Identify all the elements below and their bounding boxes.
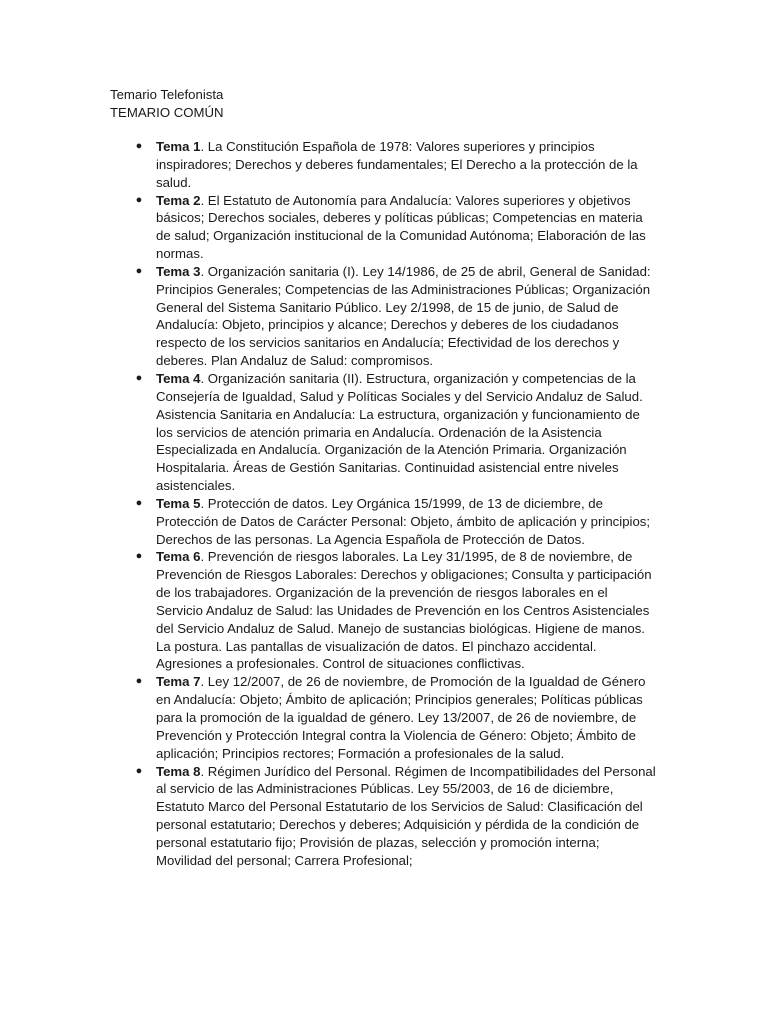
bullet-icon: ● xyxy=(135,371,143,384)
topic-label: Tema 7 xyxy=(156,674,201,690)
document-title: Temario Telefonista xyxy=(110,87,224,102)
bullet-icon: ● xyxy=(135,496,143,509)
topic-label: Tema 2 xyxy=(156,192,201,208)
topic-label: Tema 3 xyxy=(156,263,201,279)
document-subtitle: TEMARIO COMÚN xyxy=(110,105,224,120)
topic-label: Tema 4 xyxy=(156,370,201,386)
list-item xyxy=(134,495,658,549)
list-item xyxy=(134,370,658,495)
topic-text: . Protección de datos. Ley Orgánica 15/1999, de 13 de diciembre, de Protección de Datos de Carácter Personal: Objeto, ámbito de aplicación y principios; Derechos de las personas. La Agencia Española de Protección de Datos. xyxy=(156,495,651,547)
list-item xyxy=(134,673,658,762)
topic-text: . Prevención de riesgos laborales. La Ley 31/1995, de 8 de noviembre, de Prevención de Riesgos Laborales: Derechos y obligaciones; Consulta y participación de los trabajadores. Organización de la prevención de riesgos laborales en el Servicio Andaluz de Salud: las Unidades de Prevención en los Centros Asistenciales del Servicio Andaluz de Salud. Manejo de sustancias biológicas. Higiene de manos. La postura. Las pantallas de visualización de datos. El pinchazo accidental. Agresiones a profesionales. Control de situaciones conflictivas. xyxy=(156,549,652,672)
topic-label: Tema 5 xyxy=(156,495,201,511)
bullet-icon: ● xyxy=(135,193,143,206)
list-item xyxy=(134,548,658,673)
list-item xyxy=(134,192,658,263)
topic-label: Tema 1 xyxy=(156,139,201,154)
topic-text: . Régimen Jurídico del Personal. Régimen de Incompatibilidades del Personal al servicio de las Administraciones Públicas. Ley 55/2003, de 16 de diciembre, Estatuto Marco del Personal Estatutario de los Servicios de Salud: Clasificación del personal estatutario; Derechos y deberes; Adquisición y pérdida de la condición de personal estatutario fijo; Provisión de plazas, selección y promoción interna; Movilidad del personal; Carrera Profesional; xyxy=(156,763,656,868)
bullet-icon: ● xyxy=(135,675,143,688)
bullet-icon: ● xyxy=(135,764,143,777)
topic-text: . El Estatuto de Autonomía para Andalucía: Valores superiores y objetivos básicos; Derechos sociales, deberes y políticas públicas; Competencias en materia de salud; Organización institucional de la Comunidad Autónoma; Elaboración de las normas. xyxy=(156,192,646,262)
topic-text: . La Constitución Española de 1978: Valores superiores y principios inspiradores; Derechos y deberes fundamentales; El Derecho a la protección de la salud. xyxy=(156,139,638,190)
topic-text: . Organización sanitaria (I). Ley 14/1986, de 25 de abril, General de Sanidad: Principios Generales; Competencias de las Administraciones Públicas; Organización General del Sistema Sanitario Público. Ley 2/1998, de 15 de junio, de Salud de Andalucía: Objeto, principios y alcance; Derechos y deberes de los ciudadanos respecto de los servicios sanitarios en Andalucía; Efectividad de los derechos y deberes. Plan Andaluz de Salud: compromisos. xyxy=(156,263,651,369)
topic-list xyxy=(134,138,658,870)
bullet-icon: ● xyxy=(135,264,143,277)
topic-text: . Organización sanitaria (II). Estructura, organización y competencias de la Consejería de Igualdad, Salud y Políticas Sociales y del Servicio Andaluz de Salud. Asistencia Sanitaria en Andalucía: La estructura, organización y funcionamiento de los servicios de atención primaria en Andalucía. Ordenación de la Asistencia Especializada en Andalucía. Organización de la Atención Primaria. Organización Hospitalaria. Áreas de Gestión Sanitarias. Continuidad asistencial entre niveles asistenciales. xyxy=(156,370,643,494)
topic-label: Tema 6 xyxy=(156,549,201,565)
topic-label: Tema 8 xyxy=(156,763,201,779)
list-item xyxy=(134,763,658,870)
bullet-icon: ● xyxy=(135,140,143,152)
topic-text: . Ley 12/2007, de 26 de noviembre, de Promoción de la Igualdad de Género en Andalucía: Objeto; Ámbito de aplicación; Principios generales; Políticas públicas para la promoción de la igualdad de género. Ley 13/2007, de 26 de noviembre, de Prevención y Protección Integral contra la Violencia de Género: Objeto; Ámbito de aplicación; Principios rectores; Formación a profesionales de la salud. xyxy=(156,674,646,761)
list-item xyxy=(134,263,658,370)
bullet-icon: ● xyxy=(135,550,143,563)
document-header xyxy=(110,86,224,122)
list-item xyxy=(134,138,658,192)
